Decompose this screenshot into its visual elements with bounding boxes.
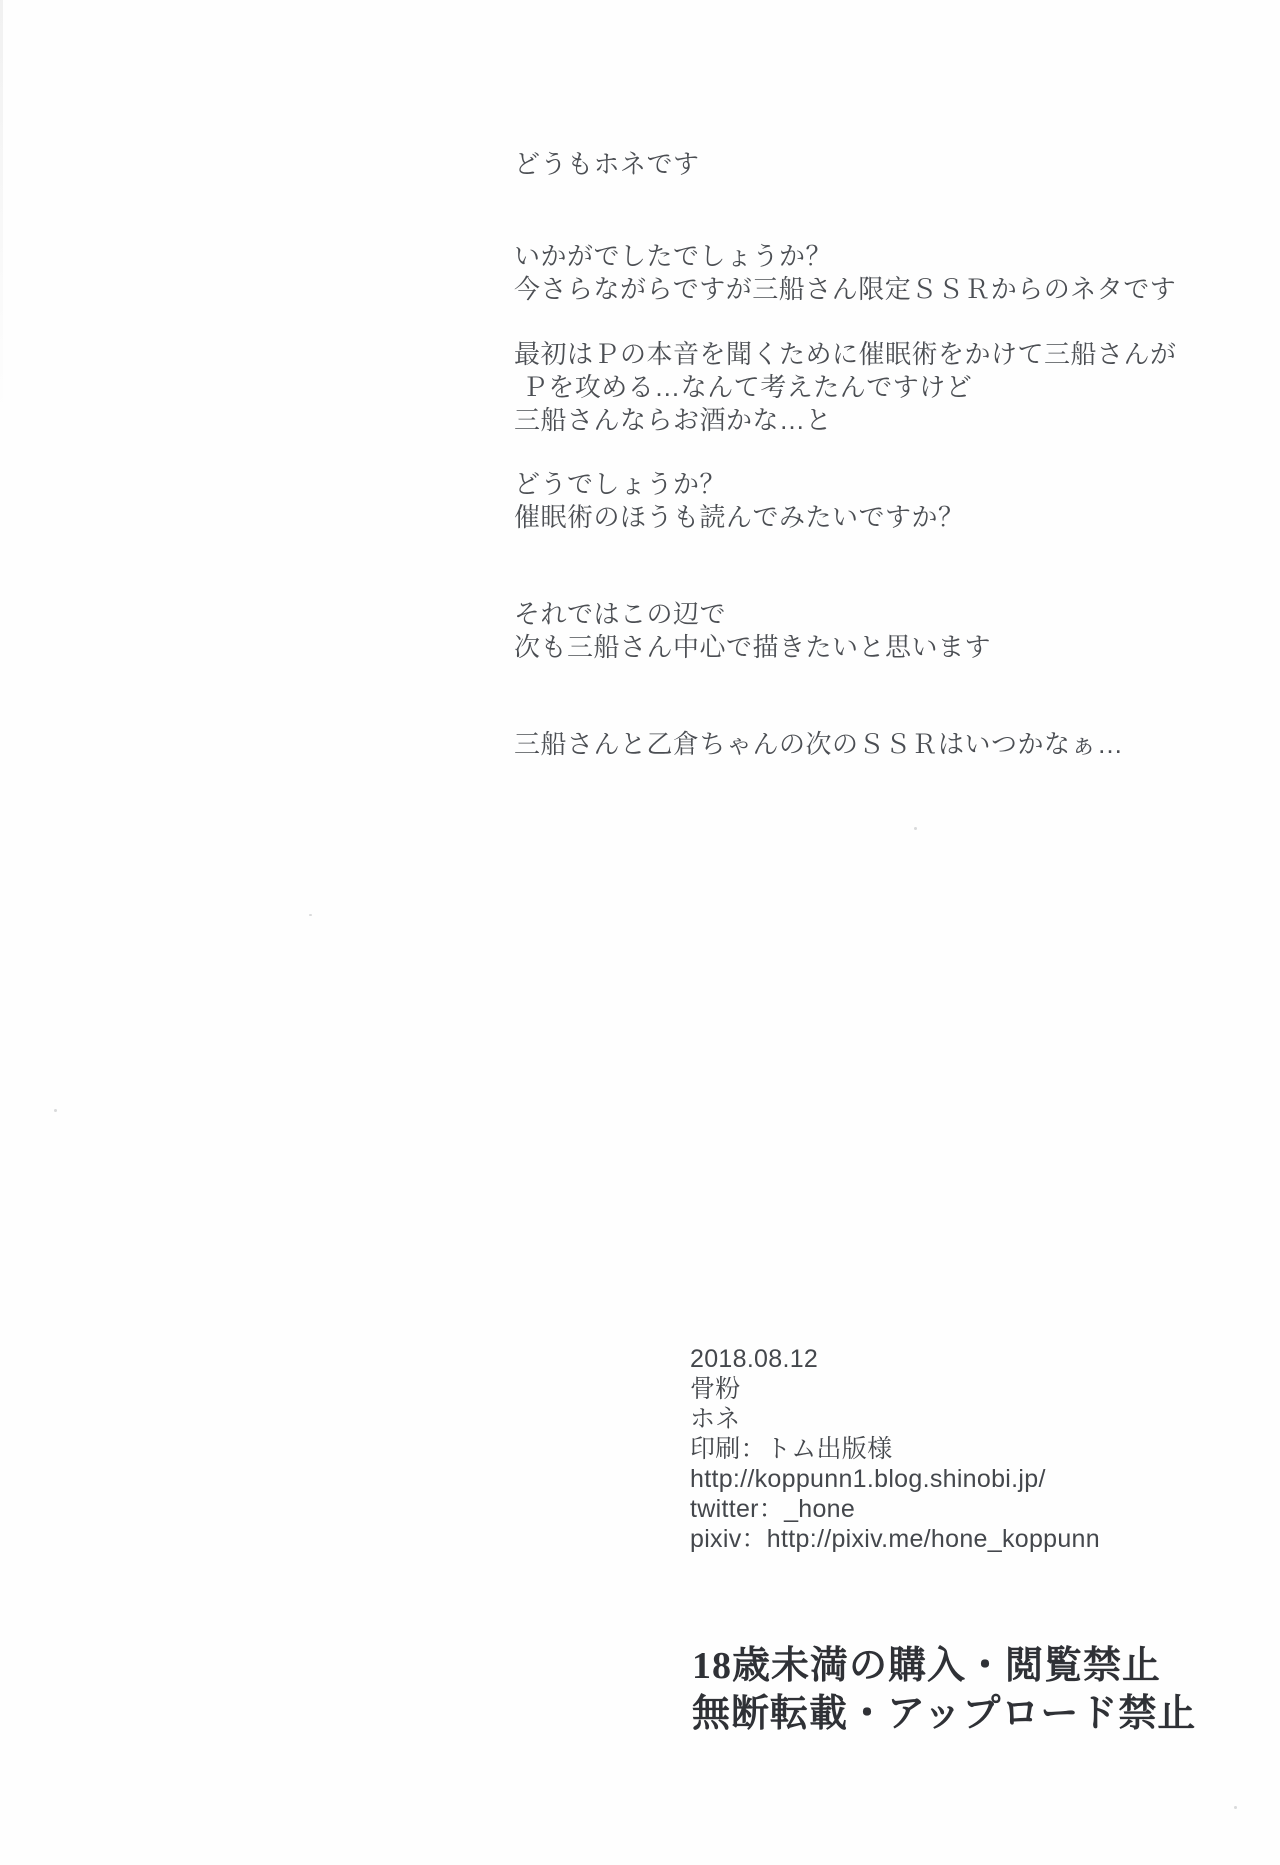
afterword-line: どうもホネです: [514, 149, 700, 179]
afterword-line: 三船さんと乙倉ちゃんの次のＳＳＲはいつかなぁ…: [514, 729, 1124, 759]
scan-edge-shadow: [0, 0, 3, 420]
afterword-paragraph: [514, 240, 1234, 306]
scan-speck: [54, 1109, 57, 1112]
scan-speck: [914, 827, 917, 830]
age-restriction-notice: [692, 1642, 1252, 1738]
scan-speck: [309, 914, 312, 916]
afterword-line: 今さらながらですが三船さん限定ＳＳＲからのネタです: [514, 274, 1177, 304]
colophon-twitter-handle: twitter：_hone: [690, 1495, 856, 1523]
afterword-line: Ｐを攻める…なんて考えたんですけど: [514, 372, 973, 402]
afterword-line: 催眠術のほうも読んでみたいですか？: [514, 502, 965, 532]
colophon-date: 2018.08.12: [690, 1345, 819, 1373]
colophon-block: [690, 1344, 1210, 1554]
afterword-line: 次も三船さん中心で描きたいと思います: [514, 632, 992, 662]
notice-line-purchase-viewing: 18歳未満の購入・閲覧禁止: [692, 1645, 1162, 1687]
colophon-author-name: ホネ: [690, 1405, 741, 1433]
afterword-line: それではこの辺で: [514, 599, 727, 629]
afterword-paragraph: [514, 598, 1234, 664]
colophon-printer: 印刷：トム出版様: [690, 1435, 893, 1463]
afterword-text: [514, 148, 1234, 761]
afterword-paragraph: [514, 468, 1234, 534]
afterword-paragraph: [514, 148, 1234, 181]
afterword-paragraph: [514, 338, 1234, 437]
notice-line-reproduction-upload: 無断転載・アップロード禁止: [692, 1693, 1197, 1735]
colophon-pixiv-url: pixiv：http://pixiv.me/hone_koppunn: [690, 1525, 1100, 1553]
colophon-blog-url: http://koppunn1.blog.shinobi.jp/: [690, 1465, 1046, 1493]
colophon-circle-name: 骨粉: [690, 1375, 741, 1403]
scan-speck: [1234, 1806, 1237, 1809]
afterword-paragraph: [514, 728, 1234, 761]
afterword-line: 最初はＰの本音を聞くために催眠術をかけて三船さんが: [514, 339, 1177, 369]
afterword-line: どうでしょうか？: [514, 469, 727, 499]
afterword-line: いかがでしたでしょうか？: [514, 241, 833, 271]
afterword-line: 三船さんならお酒かな…と: [514, 405, 833, 435]
